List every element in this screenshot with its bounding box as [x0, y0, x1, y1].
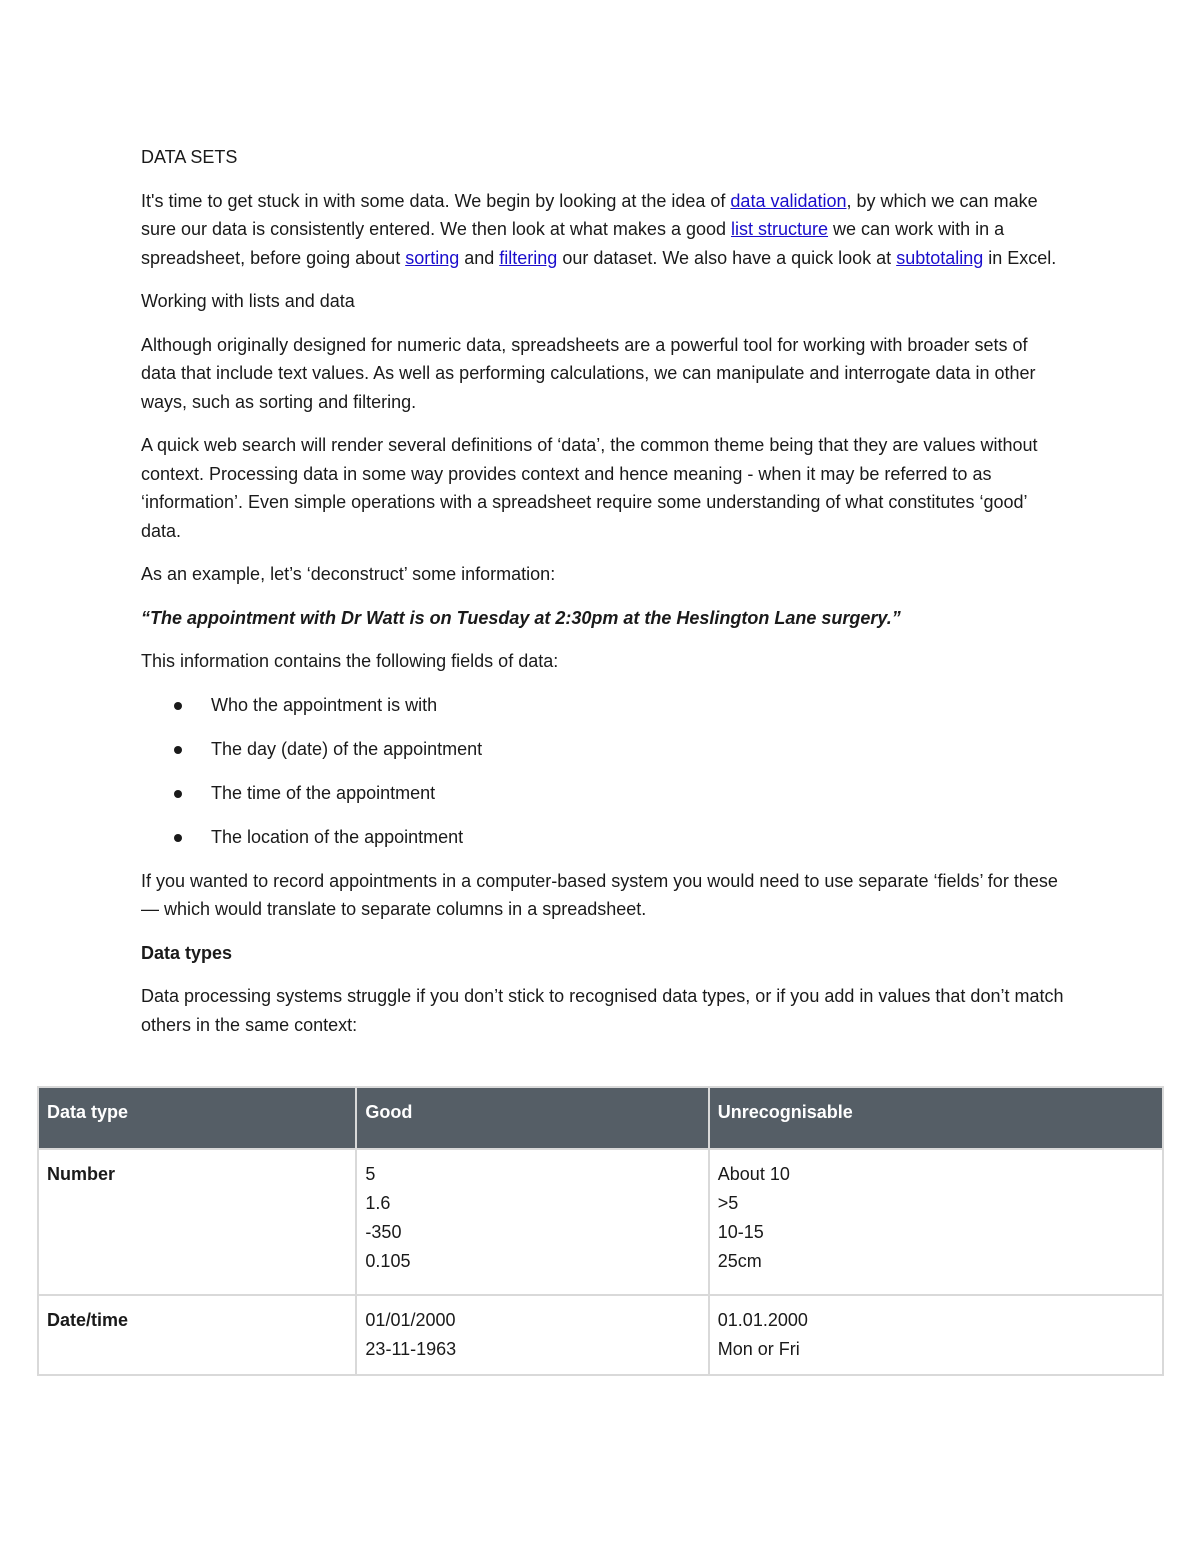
paragraph-record-appointments: If you wanted to record appointments in a computer-based system you would need to use separate ‘fields’ for these — which would translate to separate columns in a spreadsheet.: [141, 870, 1058, 919]
list-structure-link[interactable]: list structure: [731, 219, 829, 239]
subtotaling-link[interactable]: subtotaling: [896, 247, 984, 268]
good-value: -350: [365, 1222, 402, 1242]
list-item: [141, 823, 1066, 852]
document-title: DATA SETS: [141, 147, 238, 167]
table-header-row: [38, 1087, 1163, 1149]
intro-text-1: It's time to get stuck in with some data. We begin by looking at the idea of: [141, 190, 731, 211]
intro-text-6: in Excel.: [983, 247, 1057, 268]
good-value: 01/01/2000: [365, 1310, 456, 1330]
bad-value: 01.01.2000: [717, 1310, 808, 1330]
list-item: [141, 735, 1066, 764]
header-data-type: Data type: [38, 1087, 356, 1149]
unrecognisable-values-cell: [709, 1149, 1163, 1295]
intro-text-3: we can work with in a spreadsheet, before going about: [141, 219, 1005, 268]
bullet-icon: [174, 790, 182, 798]
bad-value: Mon or Fri: [717, 1339, 800, 1359]
list-item-text: The day (date) of the appointment: [211, 738, 483, 759]
good-value: 5: [365, 1164, 376, 1184]
paragraph-example: As an example, let’s ‘deconstruct’ some information:: [141, 564, 556, 584]
section-subheading: Working with lists and data: [141, 291, 355, 311]
paragraph-definitions: A quick web search will render several definitions of ‘data’, the common theme being that they are values without context. Processing data in some way provides context and hence meaning - when it may be referred to as ‘information’. Even simple operations with a spreadsheet require some understanding of what constitutes ‘good’ data.: [141, 435, 1038, 541]
list-item: [141, 691, 1066, 720]
list-item-text: The location of the appointment: [211, 826, 464, 847]
good-value: 1.6: [365, 1193, 391, 1213]
paragraph-data-types: Data processing systems struggle if you don’t stick to recognised data types, or if you add in values that don’t match others in the same context:: [141, 986, 1064, 1035]
table-row: [38, 1295, 1163, 1375]
example-quote: “The appointment with Dr Watt is on Tuesday at 2:30pm at the Heslington Lane surgery.”: [141, 607, 901, 628]
header-good: Good: [356, 1087, 708, 1149]
list-item-text: Who the appointment is with: [211, 694, 438, 715]
row-type-number: Number: [38, 1149, 356, 1295]
unrecognisable-values-cell: [709, 1295, 1163, 1375]
bad-value: About 10: [717, 1164, 790, 1184]
bad-value: 25cm: [717, 1251, 762, 1271]
data-validation-link[interactable]: data validation: [730, 190, 847, 211]
intro-text-5: our dataset. We also have a quick look at: [557, 247, 897, 268]
bullet-icon: [174, 746, 182, 754]
good-value: 23-11-1963: [365, 1339, 457, 1359]
sorting-link[interactable]: sorting: [405, 247, 460, 268]
intro-text-4: and: [459, 247, 500, 268]
good-values-cell: [356, 1295, 708, 1375]
data-types-heading: Data types: [141, 942, 233, 963]
paragraph-numeric-data: Although originally designed for numeric data, spreadsheets are a powerful tool for working with broader sets of data that include text values. As well as performing calculations, we can manipulate and interrogate data in other ways, such as sorting and filtering.: [141, 334, 1036, 412]
bad-value: 10-15: [717, 1222, 764, 1242]
header-unrecognisable: Unrecognisable: [709, 1087, 1163, 1149]
list-item: [141, 779, 1066, 808]
data-types-table: [37, 1086, 1164, 1376]
intro-text-2: , by which we can make sure our data is consistently entered. We then look at what makes a good: [141, 190, 1038, 239]
fields-bullet-list: [141, 691, 1066, 852]
good-value: 0.105: [365, 1251, 411, 1271]
row-type-datetime: Date/time: [38, 1295, 356, 1375]
table-row: [38, 1149, 1163, 1295]
bad-value: >5: [717, 1193, 739, 1213]
document-body: [141, 143, 1066, 1054]
filtering-link[interactable]: filtering: [499, 247, 558, 268]
intro-paragraph: [141, 187, 1066, 273]
paragraph-fields: This information contains the following fields of data:: [141, 651, 559, 671]
bullet-icon: [174, 702, 182, 710]
list-item-text: The time of the appointment: [211, 782, 436, 803]
bullet-icon: [174, 834, 182, 842]
good-values-cell: [356, 1149, 708, 1295]
